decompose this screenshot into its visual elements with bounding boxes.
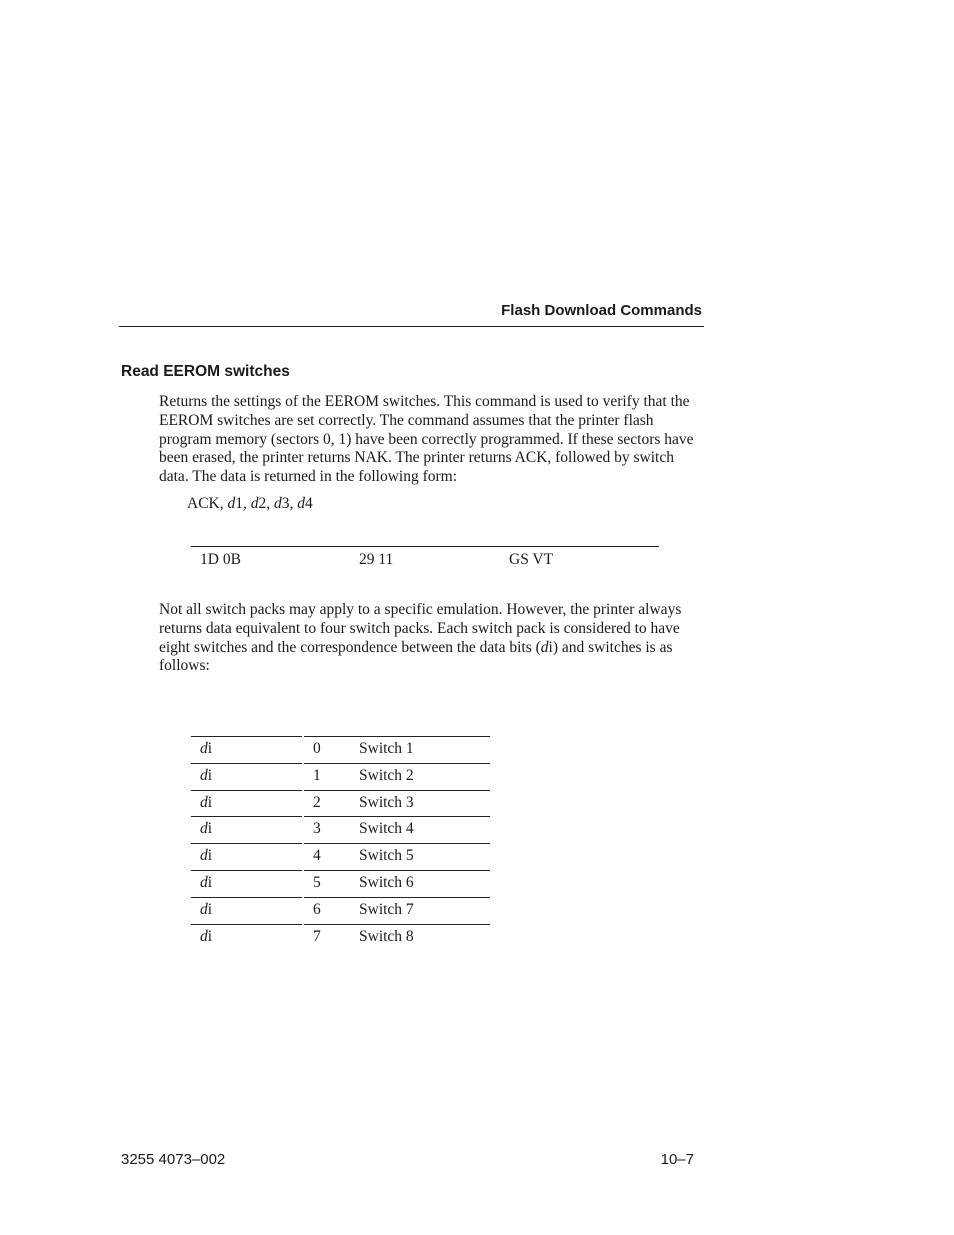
table-row (191, 870, 490, 897)
i-var: i (207, 766, 213, 784)
command-code-decimal: 29 11 (359, 551, 394, 568)
column-divider (302, 924, 304, 925)
data-byte-cell (200, 740, 212, 758)
bit-cell: 2 (313, 793, 321, 811)
data-byte-cell (200, 928, 212, 946)
i-var: i (207, 793, 213, 811)
d2-index: 2, (258, 495, 274, 512)
i-var: i (207, 740, 213, 757)
d-var: d (227, 495, 236, 512)
return-form-line (187, 495, 313, 513)
i-var: i (207, 927, 213, 945)
column-divider (302, 897, 304, 898)
switch-cell: Switch 2 (359, 766, 414, 784)
table-row (191, 843, 490, 870)
column-divider (302, 763, 304, 764)
column-divider (302, 843, 304, 844)
d-var: d (273, 495, 282, 512)
d-var: d (200, 820, 208, 838)
running-header: Flash Download Commands (501, 302, 702, 319)
header-rule (119, 326, 704, 327)
table-row (191, 763, 490, 790)
bit-cell: 0 (313, 740, 321, 757)
description-paragraph: Returns the settings of the EEROM switches. This command is used to verify that the EEROM switches are set correctly. The command assumes that the printer flash program memory (sectors 0, 1) have been correctly programmed. If these sectors have been erased, the printer returns NAK. The printer returns ACK, followed by switch data. The data is returned in the following form: (159, 393, 694, 486)
table-row (191, 790, 490, 817)
data-byte-cell (200, 820, 212, 838)
data-byte-cell (200, 901, 212, 919)
switch-cell: Switch 7 (359, 900, 414, 918)
command-code-ascii: GS VT (509, 551, 554, 568)
switch-cell: Switch 8 (359, 927, 414, 945)
table-row (191, 736, 490, 763)
i-var: i (207, 900, 213, 918)
column-divider (302, 816, 304, 817)
d-var: d (297, 495, 305, 512)
i-var: i (207, 820, 213, 838)
bit-cell: 5 (313, 873, 321, 891)
switch-cell: Switch 4 (359, 820, 414, 838)
switch-bit-table (191, 736, 490, 950)
d-var: d (200, 793, 208, 811)
d-var: d (250, 495, 259, 512)
switch-cell: Switch 1 (359, 740, 414, 757)
bit-cell: 1 (313, 766, 321, 784)
switch-cell: Switch 3 (359, 793, 414, 811)
d-var: d (200, 766, 208, 784)
footer-doc-number: 3255 4073–002 (121, 1151, 226, 1168)
switch-pack-paragraph (159, 601, 705, 676)
i-var: i (207, 873, 213, 891)
d-var: d (200, 873, 208, 891)
ack-text: ACK, (187, 495, 228, 512)
switch-cell: Switch 5 (359, 847, 414, 865)
section-title: Read EEROM switches (121, 363, 290, 380)
column-divider (302, 736, 304, 737)
column-divider (302, 870, 304, 871)
data-byte-cell (200, 794, 212, 812)
command-code-hex: 1D 0B (200, 551, 241, 568)
i-var: i (548, 638, 553, 656)
d-var: d (540, 638, 549, 656)
footer-page-number: 10–7 (660, 1151, 694, 1168)
table-row (191, 897, 490, 924)
d-var: d (200, 900, 208, 918)
table-row (191, 816, 490, 843)
switch-cell: Switch 6 (359, 873, 414, 891)
bit-cell: 3 (313, 820, 321, 838)
d3-index: 3, (281, 495, 298, 512)
column-divider (302, 790, 304, 791)
paragraph-text: ) and switches is as follows: (159, 638, 673, 675)
d4-index: 4 (304, 495, 313, 512)
d-var: d (200, 740, 208, 757)
data-byte-cell (200, 874, 212, 892)
paragraph-text: Not all switch packs may apply to a specific emulation. However, the printer always returns data equivalent to four switch packs. Each switch pack is considered to have eight switches and the correspondence between the data bits ( (159, 601, 682, 656)
bit-cell: 7 (313, 927, 321, 945)
d-var: d (200, 847, 208, 865)
d1-index: 1, (235, 495, 251, 512)
table-row (191, 924, 490, 951)
d-var: d (200, 927, 208, 945)
command-code-rule (191, 546, 659, 547)
i-var: i (207, 847, 213, 865)
data-byte-cell (200, 847, 212, 865)
bit-cell: 6 (313, 900, 321, 918)
bit-cell: 4 (313, 847, 321, 865)
data-byte-cell (200, 767, 212, 785)
